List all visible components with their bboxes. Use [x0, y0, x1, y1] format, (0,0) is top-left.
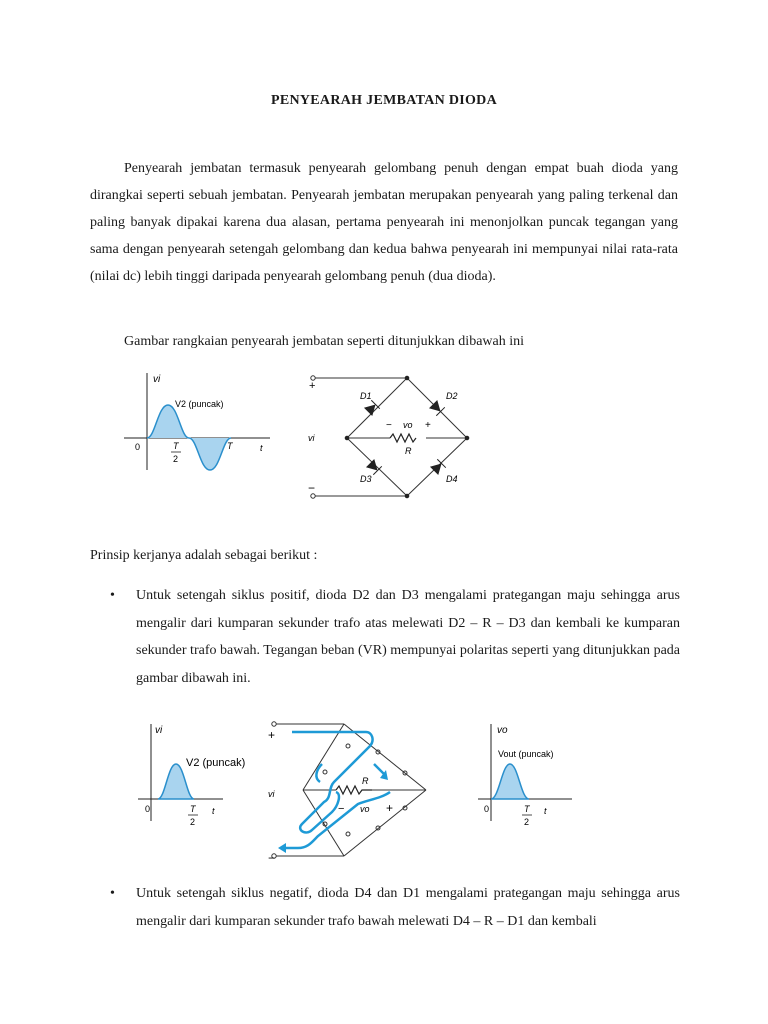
half-period-numerator: T	[190, 804, 196, 814]
bullet-text: Untuk setengah siklus negatif, dioda D4 dan D1 mengalami prategangan maju sehingga arus mengalir dari kumparan sekunder trafo bawah melewati D4 – R – D1 dan kembali	[136, 886, 680, 929]
bullet-symbol: •	[110, 886, 115, 901]
document-title: PENYEARAH JEMBATAN DIODA	[270, 93, 498, 108]
positive-half-fill	[147, 405, 189, 438]
r-label: R	[405, 446, 412, 456]
y-axis-label: vi	[153, 374, 161, 385]
peak-label: V2 (puncak)	[175, 399, 224, 409]
peak-label: Vout (puncak)	[498, 749, 554, 759]
origin-label: 0	[484, 804, 490, 814]
diode-d4	[430, 459, 446, 475]
vi-label: vi	[268, 789, 275, 799]
t-axis-label: t	[544, 806, 547, 816]
bullet-text: Untuk setengah siklus positif, dioda D2 dan D3 mengalami prategangan maju sehingga arus mengalir dari kumparan sekunder trafo atas melewati D2 – R – D3 dan kembali ke kumparan sekunder trafo bawah. Tegangan beban (VR) mempunyai polaritas seperti yang ditunjukkan pada gambar dibawah ini.	[136, 588, 680, 686]
vo-minus: −	[338, 803, 345, 815]
minus-sign: −	[268, 851, 276, 865]
minus-sign: −	[308, 481, 316, 495]
vi-label: vi	[308, 433, 315, 443]
figure1-bridge-circuit	[300, 368, 490, 508]
t-axis-label: t	[260, 443, 263, 453]
positive-half-wave	[158, 764, 194, 799]
d4-label: D4	[446, 474, 458, 484]
y-axis-label: vo	[497, 725, 508, 736]
diode-d3	[366, 459, 382, 475]
half-period-denominator: 2	[173, 454, 179, 464]
vo-label: vo	[403, 420, 413, 430]
figure-intro-paragraph: Gambar rangkaian penyearah jembatan seperti ditunjukkan dibawah ini	[124, 334, 525, 349]
output-half-wave	[491, 764, 529, 799]
half-period-denominator: 2	[524, 817, 530, 827]
vo-plus: +	[386, 801, 394, 815]
plus-sign: +	[309, 380, 316, 392]
period-label: T	[227, 441, 233, 451]
half-period-numerator: T	[173, 441, 179, 451]
r-label: R	[362, 776, 369, 786]
intro-paragraph: Penyearah jembatan termasuk penyearah gelombang penuh dengan empat buah dioda yang dirangkai seperti sebuah jembatan. Penyearah jembatan merupakan penyearah yang paling terkenal dan paling banyak dipakai karena dua alasan, pertama penyearah ini menonjolkan puncak tegangan yang sama dengan penyearah setengah gelombang dan kedua bahwa penyearah ini mempunyai nilai rata-rata (nilai dc) lebih tinggi daripada penyearah gelombang penuh (dua dioda).	[90, 161, 678, 284]
principle-paragraph: Prinsip kerjanya adalah sebagai berikut :	[90, 548, 318, 563]
vo-plus: +	[425, 420, 431, 431]
d2-label: D2	[446, 391, 458, 401]
vo-minus: −	[386, 420, 392, 431]
resistor-r	[390, 434, 416, 442]
half-period-numerator: T	[524, 804, 530, 814]
half-period-denominator: 2	[190, 817, 196, 827]
d3-label: D3	[360, 474, 372, 484]
current-path-upper	[292, 732, 373, 832]
t-axis-label: t	[212, 806, 215, 816]
bullet-item-1	[110, 582, 680, 692]
vo-label: vo	[360, 804, 370, 814]
y-axis-label: vi	[155, 725, 163, 736]
negative-half-fill	[189, 438, 231, 470]
figure2-input-waveform	[138, 718, 263, 833]
peak-label: V2 (puncak)	[186, 757, 246, 769]
resistor-r	[336, 786, 372, 794]
origin-label: 0	[135, 442, 141, 452]
figure2-bridge-current-path	[262, 718, 437, 866]
origin-label: 0	[145, 804, 151, 814]
bullet-item-2	[110, 880, 680, 935]
current-arrow-head	[278, 843, 286, 853]
bullet-symbol: •	[110, 588, 115, 603]
figure1-input-waveform	[120, 365, 280, 490]
plus-sign: +	[268, 728, 276, 742]
figure2-output-waveform	[472, 718, 582, 833]
d1-label: D1	[360, 391, 372, 401]
